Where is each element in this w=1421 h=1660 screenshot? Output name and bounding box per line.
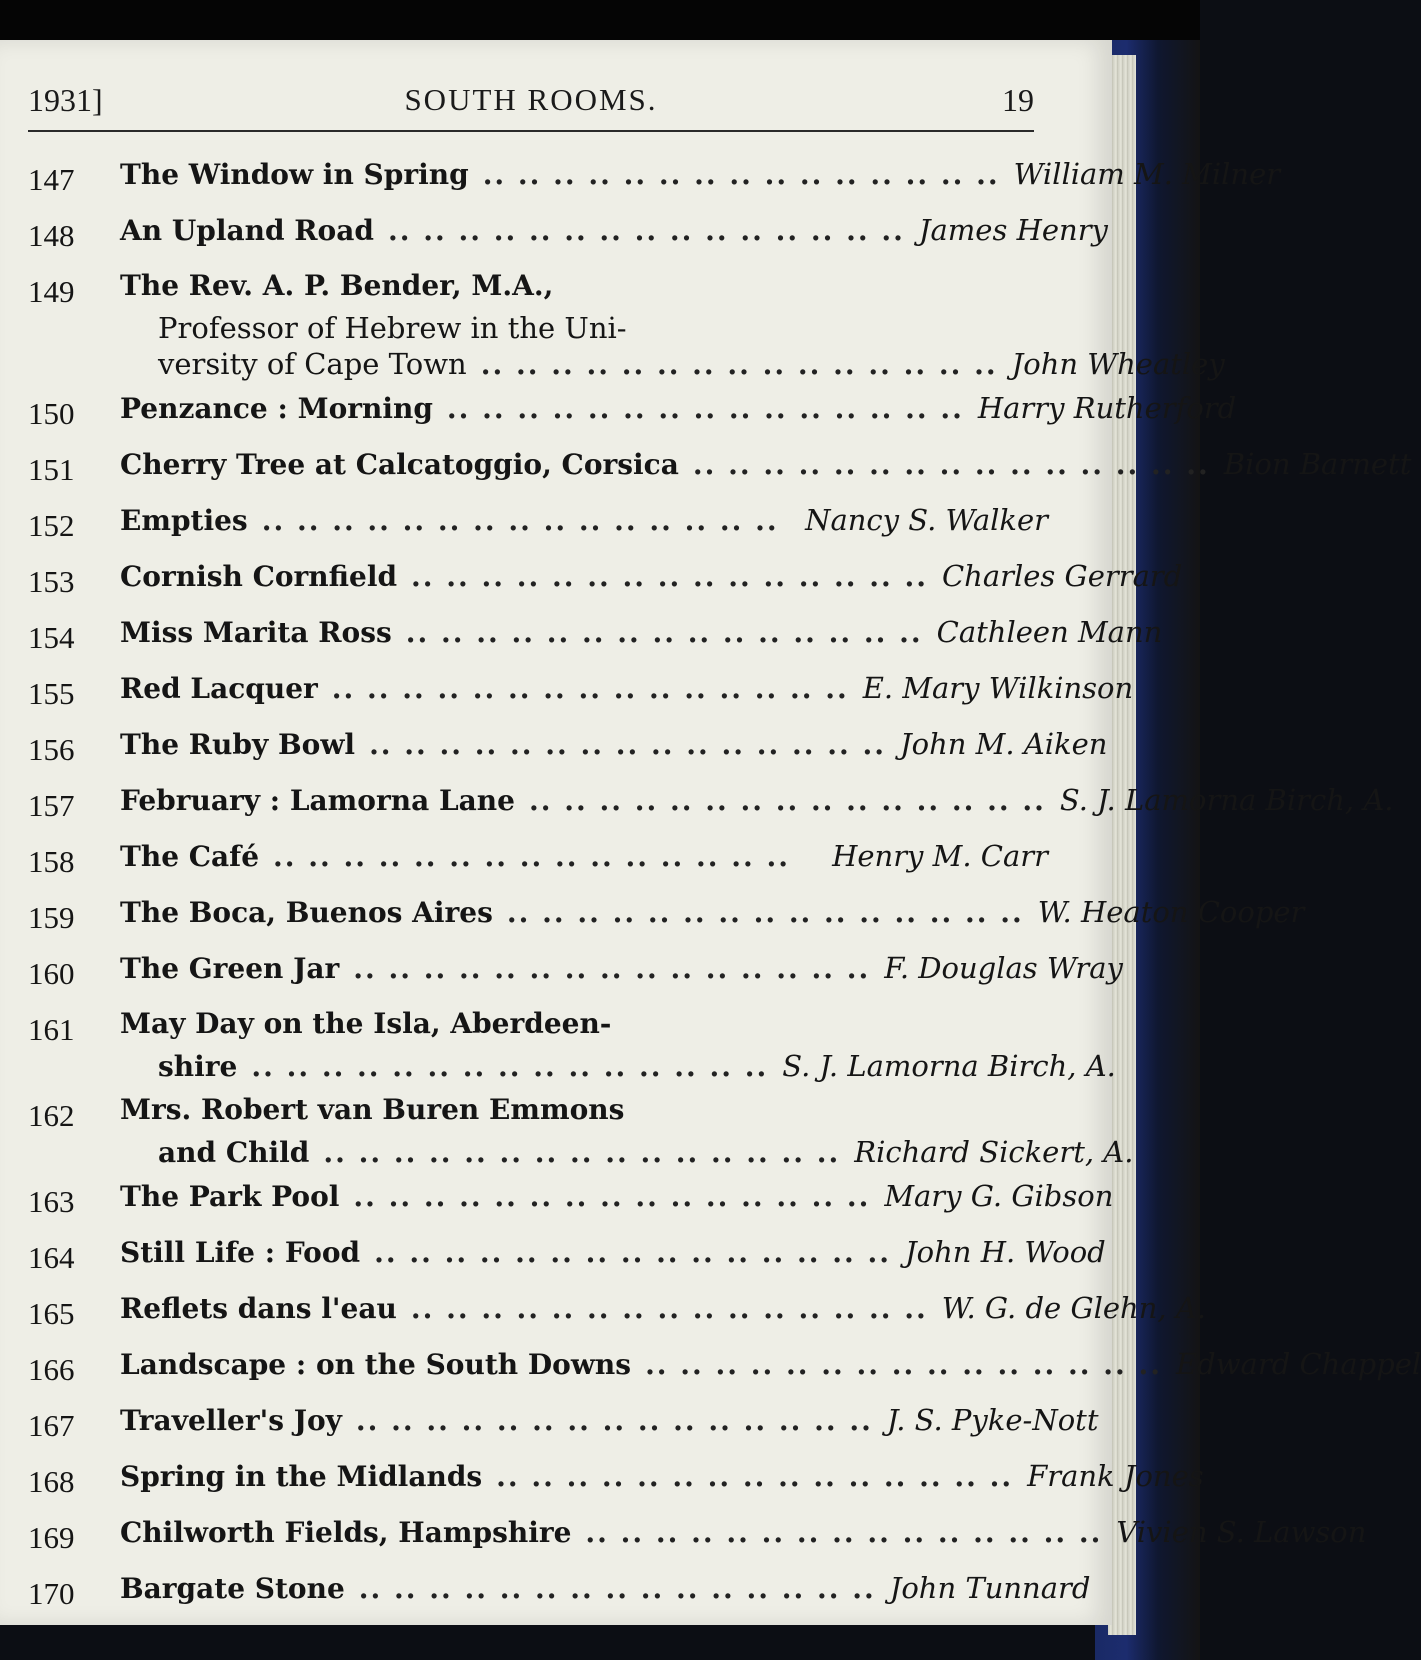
entry-number: 162 xyxy=(28,1098,75,1133)
dot-leader: .. .. .. .. .. .. .. .. .. .. .. .. .. .. .. xyxy=(585,1516,1103,1549)
entry-line xyxy=(120,776,1394,824)
catalogue-entry xyxy=(28,1396,1099,1450)
entry-artist: S. J. Lamorna Birch, A. xyxy=(782,1049,1116,1083)
dot-leader: .. .. .. .. .. .. .. .. .. .. .. .. .. .. .. xyxy=(353,952,871,985)
entry-number: 161 xyxy=(28,1012,75,1047)
page-header xyxy=(28,78,1034,118)
entry-artist: Nancy S. Walker xyxy=(805,503,1048,537)
dot-leader: .. .. .. .. .. .. .. .. .. .. .. .. .. .. .. xyxy=(251,1050,769,1083)
entry-number: 149 xyxy=(28,274,75,309)
entry-body xyxy=(120,832,1048,880)
dot-leader: .. .. .. .. .. .. .. .. .. .. .. .. .. .. .. xyxy=(353,1180,871,1213)
entry-line xyxy=(120,1086,1133,1134)
dot-leader: .. .. .. .. .. .. .. .. .. .. .. .. .. .. .. xyxy=(331,672,849,705)
entry-artist: Harry Rutherford xyxy=(977,391,1237,425)
header-page-number: 19 xyxy=(1002,82,1034,118)
catalogue-entry xyxy=(28,440,1412,494)
entry-number: 153 xyxy=(28,564,75,599)
entry-artist: John Wheatley xyxy=(1011,347,1225,381)
entry-title: Penzance : Morning xyxy=(120,392,433,425)
entry-line xyxy=(120,206,1108,254)
entry-title: Cornish Cornfield xyxy=(120,560,398,593)
entry-line xyxy=(120,440,1411,488)
entry-title-continued: versity of Cape Town xyxy=(158,347,467,381)
entry-body xyxy=(120,1086,1133,1170)
entry-line xyxy=(120,150,1280,198)
entry-line xyxy=(120,720,1107,768)
entry-body xyxy=(120,1000,1116,1084)
entry-body xyxy=(120,262,1225,382)
entry-line xyxy=(120,1564,1090,1612)
catalogue-entry xyxy=(28,1228,1106,1282)
entry-artist: Mary G. Gibson xyxy=(884,1179,1114,1213)
entry-artist: Vivien S. Lawson xyxy=(1116,1515,1367,1549)
entry-artist: W. Heaton Cooper xyxy=(1037,895,1305,929)
top-shadow xyxy=(0,0,1200,44)
entry-body xyxy=(120,440,1411,488)
catalogue-entry xyxy=(28,888,1305,942)
dot-leader: .. .. .. .. .. .. .. .. .. .. .. .. .. .. .. xyxy=(273,840,790,873)
catalogue-entry xyxy=(28,496,1048,550)
entry-artist: Henry M. Carr xyxy=(832,839,1048,873)
entry-line xyxy=(120,888,1304,936)
entry-body xyxy=(120,1284,1206,1332)
entry-line xyxy=(120,608,1162,656)
entry-body xyxy=(120,496,1048,544)
entry-body xyxy=(120,1340,1421,1388)
catalogue-entry xyxy=(28,1508,1367,1562)
entry-line xyxy=(120,1134,1133,1170)
entry-artist: Edward Chappel xyxy=(1175,1347,1421,1381)
catalogue-entries xyxy=(28,150,1421,1620)
entry-line xyxy=(120,346,1225,382)
entry-line xyxy=(120,1000,1116,1048)
entry-title: The Boca, Buenos Aires xyxy=(120,896,493,929)
entry-line xyxy=(120,1284,1206,1332)
entry-number: 157 xyxy=(28,788,75,823)
entry-line xyxy=(120,1340,1421,1388)
entry-title-continued: Professor of Hebrew in the Uni- xyxy=(158,311,627,345)
dot-leader: .. .. .. .. .. .. .. .. .. .. .. .. .. .. .. xyxy=(528,784,1046,817)
entry-number: 170 xyxy=(28,1576,75,1611)
entry-title: Traveller's Joy xyxy=(120,1404,342,1437)
entry-line xyxy=(120,262,1225,310)
catalogue-entry xyxy=(28,206,1108,260)
entry-body xyxy=(120,776,1394,824)
entry-number: 154 xyxy=(28,620,75,655)
dot-leader: .. .. .. .. .. .. .. .. .. .. .. .. .. .. .. xyxy=(369,728,886,761)
entry-line xyxy=(120,832,1048,880)
entry-line xyxy=(120,496,1048,544)
dot-leader: .. .. .. .. .. .. .. .. .. .. .. .. .. .. .. xyxy=(480,348,998,381)
entry-number: 165 xyxy=(28,1296,75,1331)
catalogue-entry xyxy=(28,262,1225,382)
catalogue-entry xyxy=(28,1172,1114,1226)
catalogue-entry xyxy=(28,720,1108,774)
entry-number: 158 xyxy=(28,844,75,879)
entry-body xyxy=(120,1396,1098,1444)
entry-title: The Park Pool xyxy=(120,1180,340,1213)
entry-artist: William M. Milner xyxy=(1013,157,1281,191)
catalogue-entry xyxy=(28,1564,1091,1618)
catalogue-entry xyxy=(28,776,1394,830)
entry-title: February : Lamorna Lane xyxy=(120,784,515,817)
entry-title: Red Lacquer xyxy=(120,672,318,705)
dot-leader: .. .. .. .. .. .. .. .. .. .. .. .. .. .. .. xyxy=(446,392,964,425)
entry-body xyxy=(120,1564,1090,1612)
entry-body xyxy=(120,888,1304,936)
entry-body xyxy=(120,206,1108,254)
entry-artist: Richard Sickert, A. xyxy=(854,1135,1134,1169)
entry-number: 148 xyxy=(28,218,75,253)
entry-artist: Bion Barnett xyxy=(1223,447,1412,481)
entry-line xyxy=(120,1396,1098,1444)
entry-title: An Upland Road xyxy=(120,214,374,247)
catalogue-entry xyxy=(28,552,1183,606)
catalogue-entry xyxy=(28,608,1163,662)
entry-title: Miss Marita Ross xyxy=(120,616,392,649)
dot-leader: .. .. .. .. .. .. .. .. .. .. .. .. .. .. .. xyxy=(374,1236,892,1269)
catalogue-entry xyxy=(28,1000,1116,1084)
entry-title: The Rev. A. P. Bender, M.A., xyxy=(120,269,554,302)
entry-artist: J. S. Pyke-Nott xyxy=(886,1403,1099,1437)
dot-leader: .. .. .. .. .. .. .. .. .. .. .. .. .. .. .. xyxy=(405,616,923,649)
entry-title: Mrs. Robert van Buren Emmons xyxy=(120,1093,625,1126)
entry-title: Reflets dans l'eau xyxy=(120,1292,397,1325)
entry-line xyxy=(120,1172,1113,1220)
entry-body xyxy=(120,720,1107,768)
entry-body xyxy=(120,1508,1366,1556)
catalogue-entry xyxy=(28,944,1123,998)
entry-title: Bargate Stone xyxy=(120,1572,345,1605)
entry-number: 147 xyxy=(28,162,75,197)
entry-title: The Café xyxy=(120,840,260,873)
entry-number: 160 xyxy=(28,956,75,991)
catalogue-entry xyxy=(28,832,1048,886)
entry-line xyxy=(120,1452,1204,1500)
entry-number: 151 xyxy=(28,452,75,487)
entry-artist: S. J. Lamorna Birch, A. xyxy=(1059,783,1394,817)
entry-body xyxy=(120,608,1162,656)
entry-line xyxy=(120,664,1133,712)
entry-line xyxy=(120,1048,1116,1084)
catalogue-entry xyxy=(28,1452,1204,1506)
entry-artist: W. G. de Glehn, A. xyxy=(941,1291,1206,1325)
entry-line xyxy=(120,1228,1106,1276)
catalogue-entry xyxy=(28,150,1281,204)
entry-title-continued: shire xyxy=(158,1050,238,1083)
dot-leader: .. .. .. .. .. .. .. .. .. .. .. .. .. .. .. xyxy=(387,214,905,247)
entry-body xyxy=(120,384,1236,432)
entry-artist: John Tunnard xyxy=(889,1571,1091,1605)
dot-leader: .. .. .. .. .. .. .. .. .. .. .. .. .. .. .. xyxy=(358,1572,876,1605)
dot-leader: .. .. .. .. .. .. .. .. .. .. .. .. .. .. .. xyxy=(261,504,779,537)
dot-leader: .. .. .. .. .. .. .. .. .. .. .. .. .. .. .. xyxy=(482,158,1000,191)
entry-artist: E. Mary Wilkinson xyxy=(862,671,1134,705)
entry-number: 164 xyxy=(28,1240,75,1275)
header-year: 1931] xyxy=(28,82,103,118)
entry-artist: John M. Aiken xyxy=(899,727,1108,761)
entry-line xyxy=(120,310,1225,346)
entry-artist: Cathleen Mann xyxy=(936,615,1163,649)
dot-leader: .. .. .. .. .. .. .. .. .. .. .. .. .. .. .. xyxy=(692,448,1210,481)
entry-artist: Charles Gerrard xyxy=(941,559,1183,593)
entry-number: 159 xyxy=(28,900,75,935)
entry-artist: John H. Wood xyxy=(905,1235,1106,1269)
entry-title: The Green Jar xyxy=(120,952,340,985)
entry-number: 166 xyxy=(28,1352,75,1387)
entry-line xyxy=(120,944,1123,992)
dot-leader: .. .. .. .. .. .. .. .. .. .. .. .. .. .. .. xyxy=(411,560,928,593)
header-title: SOUTH ROOMS. xyxy=(404,82,658,117)
entry-number: 169 xyxy=(28,1520,75,1555)
entry-title: The Ruby Bowl xyxy=(120,728,356,761)
entry-body xyxy=(120,1452,1204,1500)
entry-number: 167 xyxy=(28,1408,75,1443)
entry-body xyxy=(120,944,1123,992)
entry-body xyxy=(120,150,1280,198)
entry-number: 168 xyxy=(28,1464,75,1499)
entry-title: Empties xyxy=(120,504,248,537)
entry-number: 152 xyxy=(28,508,75,543)
entry-number: 156 xyxy=(28,732,75,767)
entry-body xyxy=(120,552,1182,600)
entry-body xyxy=(120,1228,1106,1276)
dot-leader: .. .. .. .. .. .. .. .. .. .. .. .. .. .. .. xyxy=(355,1404,873,1437)
entry-title: Spring in the Midlands xyxy=(120,1460,483,1493)
entry-number: 150 xyxy=(28,396,75,431)
entry-line xyxy=(120,1508,1366,1556)
entry-title: The Window in Spring xyxy=(120,158,469,191)
entry-title: Cherry Tree at Calcatoggio, Corsica xyxy=(120,448,679,481)
entry-line xyxy=(120,384,1236,432)
entry-title: Chilworth Fields, Hampshire xyxy=(120,1516,572,1549)
dot-leader: .. .. .. .. .. .. .. .. .. .. .. .. .. .. .. xyxy=(410,1292,928,1325)
entry-body xyxy=(120,664,1133,712)
entry-body xyxy=(120,1172,1113,1220)
entry-artist: Frank Jones xyxy=(1027,1459,1204,1493)
header-rule xyxy=(28,130,1034,132)
entry-number: 163 xyxy=(28,1184,75,1219)
catalogue-entry xyxy=(28,664,1134,718)
dot-leader: .. .. .. .. .. .. .. .. .. .. .. .. .. .. .. xyxy=(645,1348,1162,1381)
catalogue-entry xyxy=(28,384,1237,438)
entry-title-continued: and Child xyxy=(158,1136,310,1169)
entry-artist: James Henry xyxy=(918,213,1108,247)
dot-leader: .. .. .. .. .. .. .. .. .. .. .. .. .. .. .. xyxy=(323,1136,841,1169)
catalogue-entry xyxy=(28,1086,1134,1170)
entry-title: May Day on the Isla, Aberdeen- xyxy=(120,1007,612,1040)
entry-number: 155 xyxy=(28,676,75,711)
entry-title: Landscape : on the South Downs xyxy=(120,1348,632,1381)
entry-title: Still Life : Food xyxy=(120,1236,361,1269)
catalogue-entry xyxy=(28,1284,1206,1338)
catalogue-entry xyxy=(28,1340,1421,1394)
dot-leader: .. .. .. .. .. .. .. .. .. .. .. .. .. .. .. xyxy=(506,896,1024,929)
entry-line xyxy=(120,552,1182,600)
entry-artist: F. Douglas Wray xyxy=(884,951,1123,985)
dot-leader: .. .. .. .. .. .. .. .. .. .. .. .. .. .. .. xyxy=(496,1460,1014,1493)
